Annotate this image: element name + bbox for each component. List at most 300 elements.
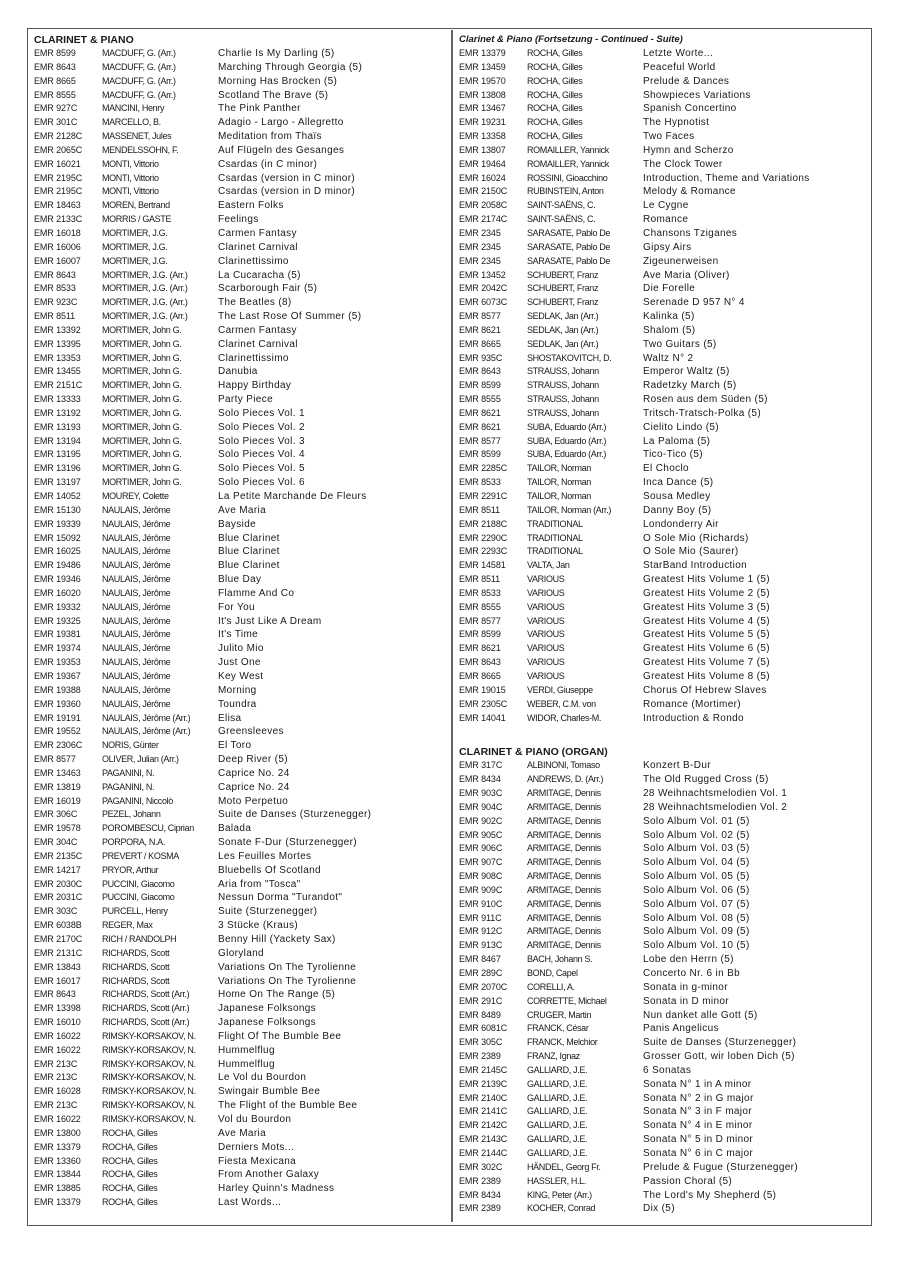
- composer-name: SUBA, Eduardo (Arr.): [527, 435, 607, 446]
- catalog-entry-row: [459, 518, 869, 532]
- catalog-code: EMR 289C: [459, 968, 503, 978]
- composer-name: ROCHA, Gilles: [102, 1169, 158, 1180]
- catalog-entry-row: [459, 856, 869, 870]
- catalog-entry-row: [459, 995, 869, 1009]
- catalog-entry-row: [34, 739, 444, 753]
- piece-title: The Clock Tower: [643, 158, 723, 170]
- catalog-code: EMR 13353: [34, 352, 81, 363]
- piece-title: Solo Pieces Vol. 6: [218, 477, 305, 489]
- catalog-entry-row: [34, 504, 444, 518]
- composer-name: NAULAIS, Jérôme: [102, 546, 171, 557]
- composer-name: MONTI, Vittorio: [102, 158, 159, 169]
- piece-title: It's Just Like A Dream: [218, 615, 322, 627]
- catalog-code: EMR 16028: [34, 1086, 81, 1097]
- composer-name: SCHUBERT, Franz: [527, 297, 599, 308]
- catalog-entry-row: [34, 781, 444, 795]
- catalog-entry-row: [34, 545, 444, 559]
- composer-name: STRAUSS, Johann: [527, 366, 599, 377]
- catalog-entry-row: [459, 89, 869, 103]
- catalog-code: EMR 13194: [34, 435, 81, 446]
- catalog-entry-row: [34, 185, 444, 199]
- catalog-entry-row: [34, 836, 444, 850]
- catalog-code: EMR 2293C: [459, 546, 508, 557]
- catalog-code: EMR 13360: [34, 1155, 81, 1166]
- catalog-entry-row: [459, 759, 869, 773]
- piece-title: Greatest Hits Volume 6 (5): [643, 643, 770, 655]
- catalog-code: EMR 8599: [459, 629, 501, 640]
- catalog-code: EMR 19552: [34, 726, 81, 737]
- piece-title: Serenade D 957 N° 4: [643, 297, 745, 309]
- piece-title: Aria from "Tosca": [218, 878, 301, 890]
- catalog-code: EMR 2290C: [459, 532, 508, 543]
- catalog-entry-row: [459, 407, 869, 421]
- catalog-code: EMR 16022: [34, 1113, 81, 1124]
- catalog-code: EMR 13196: [34, 463, 81, 474]
- catalog-code: EMR 19332: [34, 601, 81, 612]
- catalog-entry-row: [34, 144, 444, 158]
- piece-title: Swingair Bumble Bee: [218, 1086, 321, 1098]
- catalog-code: EMR 16019: [34, 795, 81, 806]
- composer-name: VARIOUS: [527, 574, 565, 585]
- catalog-code: EMR 903C: [459, 788, 503, 799]
- composer-name: MORTIMER, John G.: [102, 352, 182, 363]
- piece-title: Chorus Of Hebrew Slaves: [643, 684, 767, 696]
- catalog-code: EMR 13844: [34, 1169, 81, 1180]
- piece-title: O Sole Mio (Richards): [643, 532, 749, 544]
- section-heading: CLARINET & PIANO (ORGAN): [459, 746, 608, 759]
- catalog-entry-row: [459, 324, 869, 338]
- catalog-code: EMR 8643: [34, 989, 76, 1000]
- composer-name: ANDREWS, D. (Arr.): [527, 774, 604, 785]
- composer-name: NAULAIS, Jérôme: [102, 587, 171, 598]
- composer-name: WEBER, C.M. von: [527, 698, 596, 709]
- catalog-entry-row: [34, 712, 444, 726]
- catalog-entry-row: [459, 255, 869, 269]
- catalog-code: EMR 16007: [34, 255, 81, 266]
- piece-title: Die Forelle: [643, 283, 696, 295]
- catalog-entry-row: [34, 47, 444, 61]
- piece-title: Danny Boy (5): [643, 504, 712, 516]
- catalog-code: EMR 16006: [34, 241, 81, 252]
- catalog-entry-row: [459, 925, 869, 939]
- catalog-entry-row: [34, 988, 444, 1002]
- catalog-code: EMR 13467: [459, 103, 506, 114]
- piece-title: Solo Album Vol. 02 (5): [643, 829, 750, 841]
- catalog-entry-row: [34, 324, 444, 338]
- composer-name: RIMSKY-KORSAKOV, N.: [102, 1072, 196, 1083]
- piece-title: 28 Weihnachtsmelodien Vol. 2: [643, 801, 788, 813]
- catalog-code: EMR 8511: [34, 311, 76, 322]
- catalog-entry-row: [34, 213, 444, 227]
- catalog-code: EMR 213C: [34, 1100, 78, 1111]
- catalog-entry-row: [34, 975, 444, 989]
- catalog-code: EMR 16018: [34, 227, 81, 238]
- piece-title: Prelude & Dances: [643, 75, 730, 87]
- catalog-entry-row: [459, 1202, 869, 1216]
- catalog-code: EMR 8643: [459, 657, 501, 668]
- catalog-code: EMR 13379: [34, 1141, 81, 1152]
- catalog-entry-row: [34, 1058, 444, 1072]
- catalog-entry-row: [34, 1155, 444, 1169]
- piece-title: Blue Clarinet: [218, 560, 280, 572]
- piece-title: Nessun Dorma "Turandot": [218, 892, 343, 904]
- composer-name: VARIOUS: [527, 670, 565, 681]
- piece-title: Solo Pieces Vol. 3: [218, 435, 305, 447]
- piece-title: Melody & Romance: [643, 186, 736, 198]
- catalog-entry-row: [34, 628, 444, 642]
- composer-name: GALLIARD, J.E.: [527, 1092, 588, 1103]
- catalog-code: EMR 8643: [34, 61, 76, 72]
- catalog-entry-row: [459, 102, 869, 116]
- composer-name: MORTIMER, J.G.: [102, 227, 168, 238]
- catalog-entry-row: [459, 338, 869, 352]
- catalog-code: EMR 2142C: [459, 1120, 508, 1131]
- catalog-code: EMR 8555: [459, 601, 501, 612]
- catalog-entry-row: [34, 1099, 444, 1113]
- catalog-code: EMR 15130: [34, 504, 81, 515]
- composer-name: VERDI, Giuseppe: [527, 684, 593, 695]
- composer-name: VARIOUS: [527, 643, 565, 654]
- catalog-code: EMR 16021: [34, 158, 81, 169]
- piece-title: Benny Hill (Yackety Sax): [218, 934, 336, 945]
- piece-title: Solo Pieces Vol. 5: [218, 463, 305, 475]
- catalog-code: EMR 19353: [34, 657, 81, 668]
- piece-title: The Flight of the Bumble Bee: [218, 1100, 358, 1112]
- catalog-code: EMR 8555: [34, 89, 76, 100]
- catalog-code: EMR 8533: [459, 477, 501, 488]
- piece-title: Sonata in g-minor: [643, 981, 728, 993]
- piece-title: The Old Rugged Cross (5): [643, 774, 769, 786]
- composer-name: HÄNDEL, Georg Fr.: [527, 1161, 601, 1172]
- catalog-code: EMR 306C: [34, 809, 78, 820]
- piece-title: Solo Album Vol. 01 (5): [643, 815, 750, 827]
- catalog-entry-row: [459, 490, 869, 504]
- catalog-entry-row: [459, 656, 869, 670]
- piece-title: Greatest Hits Volume 1 (5): [643, 574, 770, 586]
- piece-title: Solo Pieces Vol. 4: [218, 449, 305, 461]
- piece-title: Lobe den Herrn (5): [643, 954, 734, 966]
- piece-title: Blue Clarinet: [218, 546, 280, 558]
- catalog-entry-row: [34, 656, 444, 670]
- catalog-code: EMR 2135C: [34, 850, 83, 861]
- catalog-code: EMR 13358: [459, 131, 506, 142]
- composer-name: ROCHA, Gilles: [102, 1183, 158, 1194]
- catalog-entry-row: [34, 158, 444, 172]
- catalog-entry-row: [34, 476, 444, 490]
- catalog-code: EMR 2030C: [34, 878, 83, 889]
- catalog-entry-row: [459, 1036, 869, 1050]
- composer-name: MORRIS / GASTE: [102, 214, 172, 225]
- catalog-entry-row: [459, 199, 869, 213]
- composer-name: ARMITAGE, Dennis: [527, 926, 601, 937]
- catalog-code: EMR 317C: [459, 760, 503, 771]
- catalog-code: EMR 304C: [34, 837, 78, 848]
- piece-title: Adagio - Largo - Allegretto: [218, 117, 344, 129]
- catalog-code: EMR 8555: [459, 394, 501, 405]
- composer-name: PAGANINI, Niccolò: [102, 795, 173, 806]
- catalog-entry-row: [459, 213, 869, 227]
- piece-title: Japanese Folksongs: [218, 1017, 317, 1029]
- piece-title: Home On The Range (5): [218, 989, 336, 1001]
- composer-name: KOCHER, Conrad: [527, 1203, 596, 1214]
- piece-title: 28 Weihnachtsmelodien Vol. 1: [643, 788, 788, 800]
- catalog-entry-row: [34, 1113, 444, 1127]
- piece-title: Balada: [218, 823, 252, 835]
- piece-title: Solo Album Vol. 05 (5): [643, 871, 750, 883]
- catalog-entry-row: [34, 587, 444, 601]
- composer-name: ROSSINI, Gioacchino: [527, 172, 608, 183]
- composer-name: OLIVER, Julian (Arr.): [102, 754, 179, 765]
- catalog-code: EMR 16022: [34, 1030, 81, 1041]
- composer-name: PUCCINI, Giacomo: [102, 878, 175, 889]
- catalog-entry-row: [34, 1071, 444, 1085]
- catalog-entry-row: [34, 532, 444, 546]
- catalog-entry-row: [34, 296, 444, 310]
- catalog-entry-row: [34, 130, 444, 144]
- composer-name: NORIS, Günter: [102, 740, 159, 751]
- catalog-entry-row: [34, 75, 444, 89]
- composer-name: SEDLAK, Jan (Arr.): [527, 311, 599, 322]
- catalog-code: EMR 8643: [459, 366, 501, 377]
- composer-name: MACDUFF, G. (Arr.): [102, 48, 176, 58]
- composer-name: SCHUBERT, Franz: [527, 283, 599, 294]
- piece-title: Gloryland: [218, 947, 264, 959]
- piece-title: Konzert B-Dur: [643, 760, 711, 772]
- catalog-entry-row: [459, 532, 869, 546]
- catalog-code: EMR 8599: [459, 380, 501, 391]
- catalog-entry-row: [34, 573, 444, 587]
- piece-title: Danubia: [218, 366, 258, 378]
- composer-name: STRAUSS, Johann: [527, 394, 599, 405]
- catalog-code: EMR 8643: [34, 269, 76, 280]
- catalog-code: EMR 213C: [34, 1072, 78, 1083]
- piece-title: Greatest Hits Volume 2 (5): [643, 587, 770, 599]
- catalog-entry-row: [459, 1064, 869, 1078]
- catalog-code: EMR 16025: [34, 546, 81, 557]
- piece-title: Harley Quinn's Madness: [218, 1183, 335, 1195]
- catalog-entry-row: [459, 1119, 869, 1133]
- composer-name: MASSENET, Jules: [102, 131, 172, 142]
- composer-name: PREVERT / KOSMA: [102, 850, 179, 861]
- composer-name: RICHARDS, Scott (Arr.): [102, 989, 190, 1000]
- composer-name: NAULAIS, Jérôme: [102, 657, 171, 668]
- piece-title: Sonata N° 6 in C major: [643, 1147, 754, 1159]
- catalog-entry-row: [459, 448, 869, 462]
- piece-title: Greatest Hits Volume 3 (5): [643, 601, 770, 613]
- composer-name: ROCHA, Gilles: [527, 131, 583, 142]
- catalog-code: EMR 19570: [459, 75, 506, 86]
- catalog-code: EMR 19367: [34, 670, 81, 681]
- composer-name: PURCELL, Henry: [102, 906, 168, 917]
- piece-title: Hymn and Scherzo: [643, 144, 734, 156]
- composer-name: RIMSKY-KORSAKOV, N.: [102, 1030, 196, 1041]
- piece-title: Cielito Lindo (5): [643, 421, 719, 433]
- catalog-entry-row: [34, 241, 444, 255]
- piece-title: Moto Perpetuo: [218, 795, 289, 807]
- catalog-code: EMR 8665: [459, 338, 501, 349]
- catalog-code: EMR 2389: [459, 1203, 501, 1214]
- piece-title: Morning: [218, 684, 257, 696]
- catalog-entry-row: [459, 365, 869, 379]
- composer-name: MORTIMER, J.G. (Arr.): [102, 283, 188, 294]
- piece-title: Le Cygne: [643, 200, 689, 212]
- piece-title: Variations On The Tyrolienne: [218, 975, 357, 987]
- piece-title: Morning Has Brocken (5): [218, 75, 338, 87]
- catalog-code: EMR 16020: [34, 587, 81, 598]
- catalog-entry-row: [459, 47, 869, 61]
- catalog-code: EMR 8577: [34, 754, 76, 765]
- piece-title: Sonata N° 2 in G major: [643, 1092, 754, 1104]
- composer-name: ROCHA, Gilles: [527, 103, 583, 114]
- piece-title: 6 Sonatas: [643, 1064, 692, 1076]
- catalog-code: EMR 8533: [34, 283, 76, 294]
- catalog-code: EMR 301C: [34, 117, 78, 128]
- composer-name: NAULAIS, Jérôme: [102, 532, 171, 543]
- catalog-entry-row: [34, 1127, 444, 1141]
- catalog-code: EMR 2145C: [459, 1064, 508, 1075]
- catalog-code: EMR 8621: [459, 421, 501, 432]
- composer-name: MORTIMER, John G.: [102, 394, 182, 405]
- composer-name: ROCHA, Gilles: [102, 1155, 158, 1166]
- catalog-code: EMR 909C: [459, 884, 503, 895]
- composer-name: TAILOR, Norman: [527, 491, 591, 501]
- piece-title: Introduction, Theme and Variations: [643, 172, 810, 184]
- catalog-entry-row: [34, 767, 444, 781]
- composer-name: MOREN, Bertrand: [102, 200, 170, 211]
- catalog-code: EMR 19360: [34, 698, 81, 709]
- piece-title: La Paloma (5): [643, 435, 711, 447]
- catalog-entry-row: [459, 1161, 869, 1175]
- composer-name: RICHARDS, Scott (Arr.): [102, 1017, 190, 1028]
- piece-title: Csardas (version in D minor): [218, 186, 356, 198]
- composer-name: RICHARDS, Scott: [102, 975, 170, 986]
- composer-name: RICH / RANDOLPH: [102, 934, 177, 944]
- piece-title: Bluebells Of Scotland: [218, 864, 321, 876]
- piece-title: Fiesta Mexicana: [218, 1155, 297, 1167]
- catalog-entry-row: [34, 255, 444, 269]
- piece-title: StarBand Introduction: [643, 560, 748, 572]
- piece-title: Letzte Worte...: [643, 48, 714, 59]
- piece-title: Csardas (version in C minor): [218, 172, 356, 184]
- piece-title: Tritsch-Tratsch-Polka (5): [643, 407, 762, 419]
- composer-name: MONTI, Vittorio: [102, 172, 159, 183]
- catalog-entry-row: [459, 241, 869, 255]
- catalog-entry-row: [459, 684, 869, 698]
- piece-title: Eastern Folks: [218, 200, 284, 212]
- piece-title: Suite de Danses (Sturzenegger): [218, 809, 372, 821]
- catalog-entry-row: [34, 725, 444, 739]
- composer-name: RICHARDS, Scott (Arr.): [102, 1003, 190, 1014]
- catalog-code: EMR 8511: [459, 504, 501, 515]
- piece-title: Solo Pieces Vol. 2: [218, 421, 305, 433]
- composer-name: MORTIMER, J.G.: [102, 241, 168, 252]
- catalog-entry-row: [34, 227, 444, 241]
- piece-title: Ave Maria: [218, 504, 266, 516]
- catalog-entry-row: [459, 787, 869, 801]
- catalog-code: EMR 13192: [34, 407, 81, 418]
- piece-title: Sonata N° 5 in D minor: [643, 1134, 754, 1146]
- catalog-code: EMR 2170C: [34, 934, 83, 944]
- piece-title: Caprice No. 24: [218, 767, 290, 779]
- catalog-entry-row: [459, 1078, 869, 1092]
- composer-name: PEZEL, Johann: [102, 809, 161, 820]
- catalog-code: EMR 13379: [34, 1197, 81, 1208]
- catalog-entry-row: [459, 282, 869, 296]
- composer-name: MORTIMER, J.G. (Arr.): [102, 311, 188, 322]
- catalog-entry-row: [34, 61, 444, 75]
- catalog-code: EMR 8434: [459, 1189, 501, 1200]
- composer-name: VARIOUS: [527, 615, 565, 626]
- composer-name: SAINT-SAËNS, C.: [527, 214, 596, 225]
- catalog-entry-row: [34, 947, 444, 961]
- composer-name: ARMITAGE, Dennis: [527, 801, 601, 812]
- catalog-entry-row: [459, 815, 869, 829]
- catalog-code: EMR 13459: [459, 61, 506, 72]
- piece-title: Introduction & Rondo: [643, 712, 744, 724]
- catalog-entry-row: [34, 89, 444, 103]
- piece-title: Dix (5): [643, 1203, 675, 1215]
- composer-name: MACDUFF, G. (Arr.): [102, 61, 176, 72]
- catalog-entry-row: [459, 829, 869, 843]
- composer-name: SARASATE, Pablo De: [527, 241, 611, 252]
- catalog-entry-row: [34, 435, 444, 449]
- piece-title: From Another Galaxy: [218, 1169, 320, 1181]
- composer-name: ROCHA, Gilles: [527, 48, 583, 58]
- composer-name: STRAUSS, Johann: [527, 380, 599, 391]
- piece-title: Hummelflug: [218, 1044, 275, 1056]
- piece-title: Sonata N° 3 in F major: [643, 1106, 752, 1118]
- catalog-entry-row: [34, 601, 444, 615]
- catalog-entry-row: [459, 1092, 869, 1106]
- catalog-code: EMR 14581: [459, 560, 506, 571]
- piece-title: Key West: [218, 670, 264, 682]
- catalog-entry-row: [34, 642, 444, 656]
- catalog-code: EMR 19191: [34, 712, 81, 723]
- piece-title: Le Vol du Bourdon: [218, 1072, 307, 1084]
- catalog-code: EMR 13843: [34, 961, 81, 972]
- piece-title: Solo Pieces Vol. 1: [218, 407, 305, 419]
- catalog-code: EMR 14052: [34, 491, 81, 501]
- composer-name: MORTIMER, J.G.: [102, 255, 168, 266]
- composer-name: GALLIARD, J.E.: [527, 1106, 588, 1117]
- composer-name: SEDLAK, Jan (Arr.): [527, 338, 599, 349]
- catalog-code: EMR 13800: [34, 1127, 81, 1138]
- catalog-code: EMR 16010: [34, 1017, 81, 1028]
- catalog-entry-row: [459, 898, 869, 912]
- composer-name: NAULAIS, Jérôme (Arr.): [102, 726, 191, 737]
- catalog-code: EMR 15092: [34, 532, 81, 543]
- catalog-column-left: [34, 33, 444, 1210]
- composer-name: ROCHA, Gilles: [102, 1127, 158, 1138]
- catalog-code: EMR 8665: [34, 75, 76, 86]
- composer-name: GALLIARD, J.E.: [527, 1064, 588, 1075]
- composer-name: ROCHA, Gilles: [527, 117, 583, 128]
- composer-name: RUBINSTEIN, Anton: [527, 186, 604, 197]
- piece-title: El Toro: [218, 740, 252, 752]
- catalog-entry-row: [34, 172, 444, 186]
- piece-title: Peaceful World: [643, 61, 716, 73]
- piece-title: Waltz N° 2: [643, 352, 694, 364]
- catalog-entry-row: [459, 462, 869, 476]
- piece-title: Emperor Waltz (5): [643, 366, 730, 378]
- catalog-code: EMR 19374: [34, 643, 81, 654]
- composer-name: NAULAIS, Jérôme: [102, 684, 171, 695]
- catalog-entry-row: [34, 822, 444, 836]
- piece-title: Sonata N° 4 in E minor: [643, 1120, 753, 1132]
- piece-title: The Last Rose Of Summer (5): [218, 311, 362, 323]
- piece-title: Greatest Hits Volume 4 (5): [643, 615, 770, 627]
- piece-title: Flight Of The Bumble Bee: [218, 1030, 342, 1042]
